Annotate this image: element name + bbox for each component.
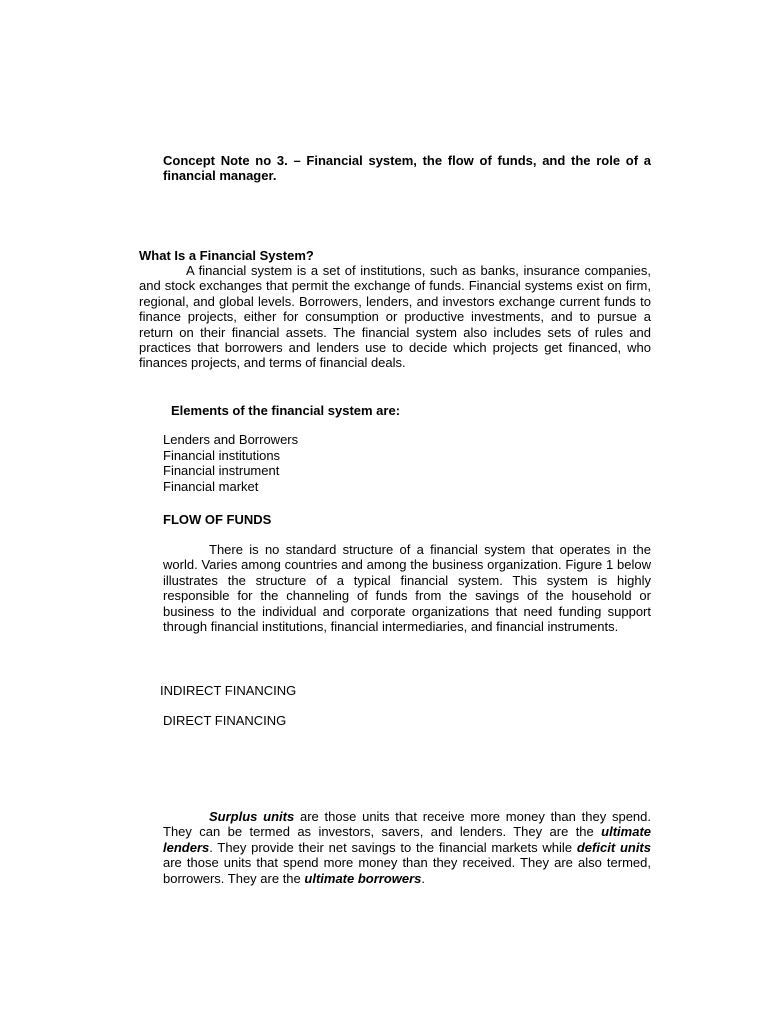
flow-of-funds-text: There is no standard structure of a financial system that operates in the world. Varies among countries and among the business organization. Figure 1 below illustrates the structure of a typical financial system. This system is highly responsible for the channeling of funds from the savings of the household or business to the individual and corporate organizations that need funding support through financial institutions, financial intermediaries, and financial instruments. <box>163 542 651 635</box>
flow-of-funds-paragraph <box>163 542 651 634</box>
surplus-text-2: . They provide their net savings to the financial markets while <box>209 839 577 855</box>
elements-heading: Elements of the financial system are: <box>171 403 401 418</box>
financial-system-paragraph <box>139 263 651 371</box>
list-item: Lenders and Borrowers <box>163 432 299 447</box>
surplus-text-3: are those units that spend more money than they received. They are also termed, borrowers. They are the <box>163 855 651 886</box>
surplus-units-paragraph <box>163 809 651 886</box>
surplus-text-4: . <box>421 870 426 886</box>
list-item: Financial market <box>163 478 259 494</box>
financial-system-text: A financial system is a set of institutions, such as banks, insurance companies, and stock exchanges that permit the exchange of funds. Financial systems exist on firm, regional, and global levels. Borrowers, lenders, and investors exchange current funds to finance projects, either for consumption or productive investments, and to pursue a return on their financial assets. The financial system also includes sets of rules and practices that borrowers and lenders use to decide which projects get financed, who finances projects, and terms of financial deals. <box>139 263 651 371</box>
list-item: Financial institutions <box>163 447 281 463</box>
direct-financing-label: DIRECT FINANCING <box>163 713 287 728</box>
deficit-units-term: deficit units <box>576 839 651 855</box>
ultimate-borrowers-term: ultimate borrowers <box>304 870 422 886</box>
surplus-text-1: are those units that receive more money than they spend. They can be termed as investors, savers, and lenders. They are the <box>163 809 651 840</box>
indirect-financing-label: INDIRECT FINANCING <box>160 683 297 698</box>
section-heading-financial-system: What Is a Financial System? <box>139 248 314 263</box>
list-item: Financial instrument <box>163 463 280 479</box>
elements-list <box>163 432 298 494</box>
flow-of-funds-heading: FLOW OF FUNDS <box>163 512 272 527</box>
surplus-units-term: Surplus units <box>209 809 295 824</box>
ultimate-lenders-term: ultimate lenders <box>163 824 651 855</box>
page-title: Concept Note no 3. – Financial system, the flow of funds, and the role of a financial manager. <box>163 153 651 184</box>
